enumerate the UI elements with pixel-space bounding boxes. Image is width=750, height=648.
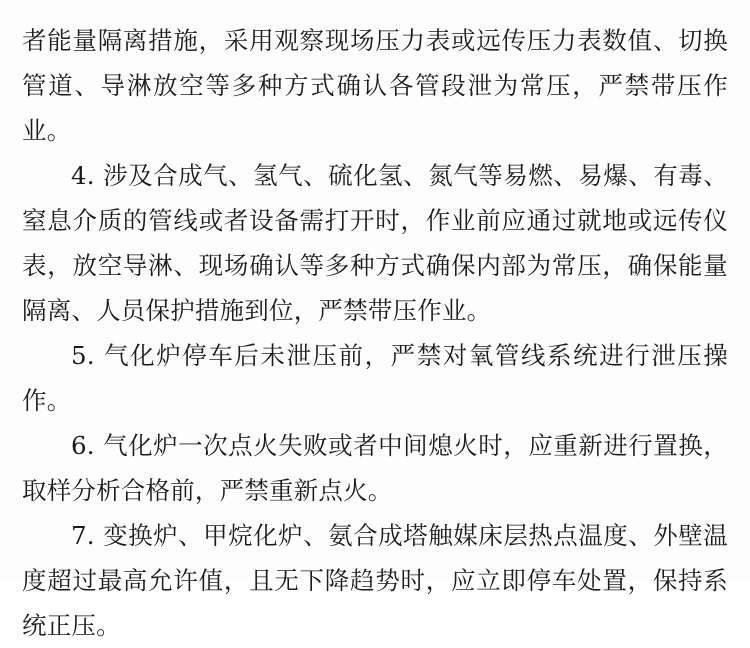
paragraph-continued: 者能量隔离措施，采用观察现场压力表或远传压力表数值、切换管道、导淋放空等多种方式确认各管段泄为常压，严禁带压作业。 (22, 26, 728, 145)
paragraph-item-4: 4. 涉及合成气、氢气、硫化氢、氮气等易燃、易爆、有毒、窒息介质的管线或者设备需打开时，作业前应通过就地或远传仪表，放空导淋、现场确认等多种方式确保内部为常压，确保能量隔离、人员保护措施到位，严禁带压作业。 (22, 161, 728, 325)
paragraph-item-7: 7. 变换炉、甲烷化炉、氨合成塔触媒床层热点温度、外壁温度超过最高允许值，且无下降趋势时，应立即停车处置，保持系统正压。 (22, 521, 728, 640)
paragraph-item-5: 5. 气化炉停车后未泄压前，严禁对氧管线系统进行泄压操作。 (22, 341, 728, 415)
paragraph-item-6: 6. 气化炉一次点火失败或者中间熄火时，应重新进行置换，取样分析合格前，严禁重新点火。 (22, 431, 728, 505)
